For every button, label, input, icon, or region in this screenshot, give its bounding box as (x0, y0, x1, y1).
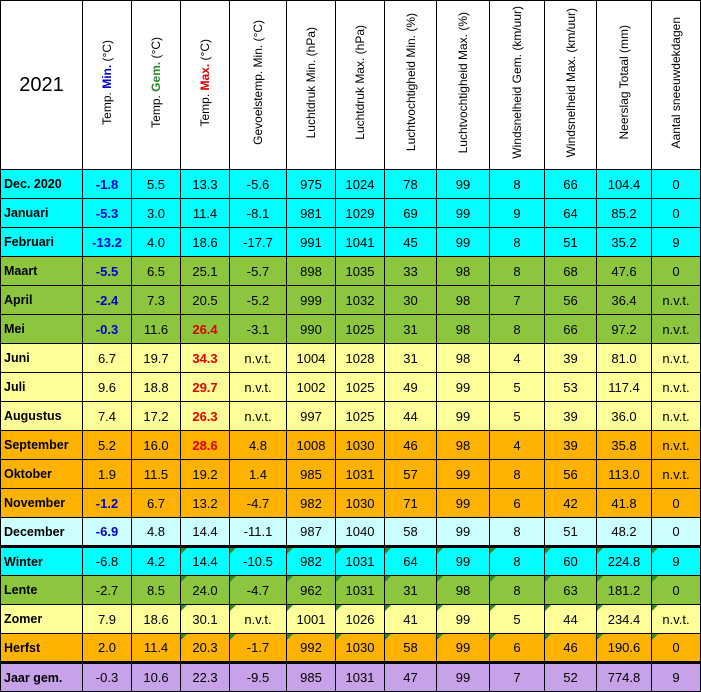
cell-gevoelstemp-min: -8.1 (230, 199, 287, 228)
cell-windsnelheid-max: 63 (545, 576, 597, 605)
cell-luchtvochtigheid-max: 99 (437, 663, 490, 692)
column-header-windsnelheid-max (545, 1, 597, 170)
cell-temp-gem: 18.6 (132, 605, 181, 634)
cell-luchtvochtigheid-min: 78 (385, 170, 437, 199)
cell-gevoelstemp-min: -10.5 (230, 547, 287, 576)
cell-luchtvochtigheid-max: 99 (437, 402, 490, 431)
cell-neerslag-totaal: 36.0 (597, 402, 652, 431)
cell-sneeuwdekdagen: 0 (652, 257, 701, 286)
cell-windsnelheid-gem: 6 (490, 489, 545, 518)
cell-luchtvochtigheid-max: 98 (437, 315, 490, 344)
header-text-highlight: Max. (198, 63, 212, 91)
row-label: Oktober (1, 460, 83, 489)
cell-windsnelheid-max: 42 (545, 489, 597, 518)
header-text-pre: Luchtdruk Min. (hPa) (304, 26, 318, 139)
cell-temp-gem: 17.2 (132, 402, 181, 431)
row-label: Zomer (1, 605, 83, 634)
table-row (1, 344, 701, 373)
cell-luchtvochtigheid-max: 98 (437, 257, 490, 286)
cell-neerslag-totaal: 104.4 (597, 170, 652, 199)
cell-windsnelheid-max: 66 (545, 170, 597, 199)
cell-luchtvochtigheid-min: 47 (385, 663, 437, 692)
cell-luchtdruk-max: 1041 (336, 228, 385, 257)
cell-sneeuwdekdagen: n.v.t. (652, 373, 701, 402)
cell-temp-max: 25.1 (181, 257, 230, 286)
cell-luchtdruk-min: 990 (287, 315, 336, 344)
cell-temp-gem: 4.2 (132, 547, 181, 576)
cell-sneeuwdekdagen: 9 (652, 547, 701, 576)
cell-luchtdruk-max: 1025 (336, 315, 385, 344)
cell-neerslag-totaal: 190.6 (597, 634, 652, 663)
row-label: November (1, 489, 83, 518)
cell-temp-min: -2.4 (83, 286, 132, 315)
cell-luchtdruk-max: 1031 (336, 576, 385, 605)
cell-luchtdruk-min: 981 (287, 199, 336, 228)
cell-windsnelheid-gem: 8 (490, 315, 545, 344)
cell-luchtdruk-min: 982 (287, 489, 336, 518)
cell-sneeuwdekdagen: n.v.t. (652, 605, 701, 634)
cell-sneeuwdekdagen: n.v.t. (652, 315, 701, 344)
table-body (1, 170, 701, 692)
cell-luchtdruk-max: 1031 (336, 460, 385, 489)
cell-temp-max: 26.3 (181, 402, 230, 431)
column-header-text (669, 17, 683, 148)
header-text-pre: Aantal sneeuwdekdagen (669, 16, 683, 149)
cell-temp-min: 1.9 (83, 460, 132, 489)
cell-luchtvochtigheid-max: 99 (437, 605, 490, 634)
cell-windsnelheid-max: 39 (545, 431, 597, 460)
cell-luchtdruk-min: 991 (287, 228, 336, 257)
cell-gevoelstemp-min: -1.7 (230, 634, 287, 663)
cell-sneeuwdekdagen: 0 (652, 576, 701, 605)
cell-windsnelheid-max: 56 (545, 286, 597, 315)
cell-luchtvochtigheid-min: 58 (385, 518, 437, 547)
cell-luchtdruk-max: 1030 (336, 634, 385, 663)
cell-temp-max: 22.3 (181, 663, 230, 692)
header-text-pre: Luchtvochtigheid Min. (%) (403, 13, 418, 152)
cell-luchtdruk-max: 1026 (336, 605, 385, 634)
year-label: 2021 (1, 1, 83, 170)
cell-sneeuwdekdagen: 0 (652, 489, 701, 518)
cell-luchtdruk-min: 992 (287, 634, 336, 663)
cell-temp-gem: 5.5 (132, 170, 181, 199)
cell-windsnelheid-gem: 8 (490, 547, 545, 576)
cell-neerslag-totaal: 81.0 (597, 344, 652, 373)
header-text-pre: Temp. (149, 91, 163, 128)
cell-luchtvochtigheid-min: 41 (385, 605, 437, 634)
cell-neerslag-totaal: 113.0 (597, 460, 652, 489)
cell-luchtvochtigheid-min: 31 (385, 576, 437, 605)
table-row (1, 518, 701, 547)
cell-temp-gem: 6.7 (132, 489, 181, 518)
cell-temp-min: -6.8 (83, 547, 132, 576)
cell-temp-min: 2.0 (83, 634, 132, 663)
cell-windsnelheid-gem: 4 (490, 431, 545, 460)
column-header-text (149, 37, 163, 128)
table-row (1, 228, 701, 257)
cell-temp-gem: 8.5 (132, 576, 181, 605)
cell-temp-gem: 11.5 (132, 460, 181, 489)
row-label: Januari (1, 199, 83, 228)
cell-sneeuwdekdagen: n.v.t. (652, 344, 701, 373)
header-text-post: (°C) (198, 38, 212, 64)
cell-temp-max: 26.4 (181, 315, 230, 344)
cell-neerslag-totaal: 47.6 (597, 257, 652, 286)
cell-luchtvochtigheid-min: 30 (385, 286, 437, 315)
cell-temp-gem: 3.0 (132, 199, 181, 228)
table-row (1, 547, 701, 576)
cell-luchtvochtigheid-min: 58 (385, 634, 437, 663)
cell-luchtvochtigheid-max: 99 (437, 460, 490, 489)
cell-luchtvochtigheid-min: 33 (385, 257, 437, 286)
cell-luchtdruk-max: 1028 (336, 344, 385, 373)
row-label: Winter (1, 547, 83, 576)
cell-luchtdruk-min: 962 (287, 576, 336, 605)
cell-sneeuwdekdagen: 0 (652, 170, 701, 199)
column-header-neerslag-totaal (597, 1, 652, 170)
cell-sneeuwdekdagen: 0 (652, 199, 701, 228)
column-header-luchtvochtigheid-max (437, 1, 490, 170)
cell-luchtdruk-min: 1004 (287, 344, 336, 373)
cell-luchtdruk-min: 1001 (287, 605, 336, 634)
cell-temp-gem: 18.8 (132, 373, 181, 402)
cell-luchtdruk-max: 1035 (336, 257, 385, 286)
table-row (1, 605, 701, 634)
cell-luchtvochtigheid-max: 99 (437, 373, 490, 402)
row-label: Juni (1, 344, 83, 373)
cell-neerslag-totaal: 36.4 (597, 286, 652, 315)
cell-luchtvochtigheid-min: 44 (385, 402, 437, 431)
cell-temp-max: 13.2 (181, 489, 230, 518)
cell-temp-gem: 11.4 (132, 634, 181, 663)
cell-luchtvochtigheid-max: 99 (437, 199, 490, 228)
header-text-pre: Gevoelstemp. Min. (°C) (251, 20, 265, 145)
cell-sneeuwdekdagen: 0 (652, 634, 701, 663)
cell-luchtdruk-min: 1002 (287, 373, 336, 402)
cell-temp-gem: 19.7 (132, 344, 181, 373)
cell-luchtdruk-max: 1025 (336, 402, 385, 431)
cell-gevoelstemp-min: -11.1 (230, 518, 287, 547)
cell-luchtdruk-min: 997 (287, 402, 336, 431)
cell-temp-max: 20.3 (181, 634, 230, 663)
cell-gevoelstemp-min: -17.7 (230, 228, 287, 257)
cell-neerslag-totaal: 224.8 (597, 547, 652, 576)
header-row (1, 1, 701, 170)
row-label: April (1, 286, 83, 315)
cell-windsnelheid-max: 52 (545, 663, 597, 692)
cell-windsnelheid-gem: 5 (490, 402, 545, 431)
header-text-pre: Temp. (100, 88, 114, 125)
cell-temp-min: -5.3 (83, 199, 132, 228)
cell-gevoelstemp-min: -4.7 (230, 489, 287, 518)
column-header-text (304, 27, 318, 138)
column-header-temp-min (83, 1, 132, 170)
cell-windsnelheid-gem: 8 (490, 460, 545, 489)
cell-temp-gem: 7.3 (132, 286, 181, 315)
cell-neerslag-totaal: 35.8 (597, 431, 652, 460)
cell-temp-gem: 16.0 (132, 431, 181, 460)
cell-temp-max: 30.1 (181, 605, 230, 634)
table-row (1, 199, 701, 228)
header-text-post: (°C) (100, 40, 114, 65)
column-header-text (564, 8, 578, 157)
cell-luchtvochtigheid-max: 99 (437, 170, 490, 199)
cell-windsnelheid-max: 39 (545, 344, 597, 373)
cell-sneeuwdekdagen: 9 (652, 228, 701, 257)
cell-luchtdruk-max: 1031 (336, 663, 385, 692)
cell-neerslag-totaal: 97.2 (597, 315, 652, 344)
cell-luchtdruk-min: 987 (287, 518, 336, 547)
table-row (1, 576, 701, 605)
column-header-sneeuwdekdagen (652, 1, 701, 170)
cell-temp-gem: 4.0 (132, 228, 181, 257)
cell-temp-max: 14.4 (181, 518, 230, 547)
cell-windsnelheid-max: 39 (545, 402, 597, 431)
cell-luchtdruk-max: 1032 (336, 286, 385, 315)
cell-luchtvochtigheid-max: 98 (437, 431, 490, 460)
cell-windsnelheid-max: 66 (545, 315, 597, 344)
row-label: Maart (1, 257, 83, 286)
cell-temp-min: -5.5 (83, 257, 132, 286)
cell-windsnelheid-gem: 8 (490, 170, 545, 199)
cell-luchtvochtigheid-min: 49 (385, 373, 437, 402)
cell-luchtdruk-min: 975 (287, 170, 336, 199)
cell-temp-max: 19.2 (181, 460, 230, 489)
row-label: Februari (1, 228, 83, 257)
cell-luchtdruk-max: 1040 (336, 518, 385, 547)
cell-luchtvochtigheid-min: 31 (385, 344, 437, 373)
column-header-gevoelstemp-min (230, 1, 287, 170)
cell-luchtdruk-min: 1008 (287, 431, 336, 460)
cell-gevoelstemp-min: -5.2 (230, 286, 287, 315)
cell-windsnelheid-gem: 4 (490, 344, 545, 373)
cell-gevoelstemp-min: -9.5 (230, 663, 287, 692)
cell-luchtvochtigheid-min: 57 (385, 460, 437, 489)
column-header-text (617, 25, 631, 139)
cell-neerslag-totaal: 181.2 (597, 576, 652, 605)
cell-sneeuwdekdagen: n.v.t. (652, 460, 701, 489)
cell-luchtvochtigheid-min: 45 (385, 228, 437, 257)
table-row (1, 315, 701, 344)
cell-temp-max: 34.3 (181, 344, 230, 373)
cell-gevoelstemp-min: 1.4 (230, 460, 287, 489)
cell-temp-gem: 4.8 (132, 518, 181, 547)
cell-temp-min: 7.4 (83, 402, 132, 431)
cell-luchtdruk-max: 1024 (336, 170, 385, 199)
column-header-temp-max (181, 1, 230, 170)
cell-temp-min: -0.3 (83, 315, 132, 344)
row-label: December (1, 518, 83, 547)
column-header-text (510, 6, 524, 159)
cell-temp-min: -13.2 (83, 228, 132, 257)
header-text-pre: Temp. (198, 90, 212, 127)
cell-temp-min: -0.3 (83, 663, 132, 692)
column-header-luchtdruk-max (336, 1, 385, 170)
cell-gevoelstemp-min: n.v.t. (230, 344, 287, 373)
cell-temp-max: 29.7 (181, 373, 230, 402)
cell-gevoelstemp-min: -4.7 (230, 576, 287, 605)
header-text-highlight: Min. (100, 64, 114, 89)
column-header-luchtdruk-min (287, 1, 336, 170)
column-header-text (198, 39, 212, 127)
header-text-pre: Neerslag Totaal (mm) (617, 25, 631, 140)
cell-temp-max: 28.6 (181, 431, 230, 460)
cell-luchtdruk-max: 1030 (336, 489, 385, 518)
cell-temp-max: 24.0 (181, 576, 230, 605)
cell-temp-max: 11.4 (181, 199, 230, 228)
cell-windsnelheid-gem: 8 (490, 576, 545, 605)
column-header-text (353, 25, 367, 140)
cell-sneeuwdekdagen: 9 (652, 663, 701, 692)
cell-windsnelheid-gem: 8 (490, 518, 545, 547)
cell-windsnelheid-max: 56 (545, 460, 597, 489)
cell-gevoelstemp-min: n.v.t. (230, 605, 287, 634)
cell-luchtdruk-min: 985 (287, 663, 336, 692)
cell-luchtdruk-min: 898 (287, 257, 336, 286)
cell-windsnelheid-max: 53 (545, 373, 597, 402)
row-label: Jaar gem. (1, 663, 83, 692)
cell-temp-min: -1.2 (83, 489, 132, 518)
table-row (1, 373, 701, 402)
cell-luchtdruk-min: 982 (287, 547, 336, 576)
cell-luchtvochtigheid-max: 98 (437, 286, 490, 315)
column-header-text (251, 20, 265, 145)
cell-sneeuwdekdagen: n.v.t. (652, 402, 701, 431)
cell-temp-max: 14.4 (181, 547, 230, 576)
cell-luchtvochtigheid-max: 99 (437, 518, 490, 547)
cell-luchtvochtigheid-min: 69 (385, 199, 437, 228)
cell-temp-min: -1.8 (83, 170, 132, 199)
cell-windsnelheid-gem: 9 (490, 199, 545, 228)
cell-luchtvochtigheid-min: 71 (385, 489, 437, 518)
cell-luchtvochtigheid-max: 98 (437, 344, 490, 373)
row-label: Juli (1, 373, 83, 402)
cell-sneeuwdekdagen: n.v.t. (652, 286, 701, 315)
cell-luchtvochtigheid-max: 99 (437, 489, 490, 518)
row-label: Dec. 2020 (1, 170, 83, 199)
cell-neerslag-totaal: 35.2 (597, 228, 652, 257)
cell-windsnelheid-gem: 7 (490, 286, 545, 315)
cell-windsnelheid-gem: 8 (490, 257, 545, 286)
cell-gevoelstemp-min: n.v.t. (230, 402, 287, 431)
column-header-text (100, 40, 114, 125)
header-text-pre: Luchtvochtigheid Max. (%) (456, 11, 470, 154)
cell-gevoelstemp-min: 4.8 (230, 431, 287, 460)
cell-gevoelstemp-min: -3.1 (230, 315, 287, 344)
cell-luchtvochtigheid-max: 99 (437, 634, 490, 663)
cell-neerslag-totaal: 41.8 (597, 489, 652, 518)
cell-luchtvochtigheid-max: 99 (437, 228, 490, 257)
cell-neerslag-totaal: 85.2 (597, 199, 652, 228)
table-row (1, 286, 701, 315)
cell-temp-min: -2.7 (83, 576, 132, 605)
header-text-post: (°C) (149, 37, 163, 62)
cell-luchtdruk-max: 1025 (336, 373, 385, 402)
cell-luchtvochtigheid-min: 31 (385, 315, 437, 344)
cell-temp-max: 20.5 (181, 286, 230, 315)
cell-luchtdruk-max: 1029 (336, 199, 385, 228)
cell-temp-max: 13.3 (181, 170, 230, 199)
cell-windsnelheid-max: 60 (545, 547, 597, 576)
cell-windsnelheid-max: 64 (545, 199, 597, 228)
cell-temp-gem: 6.5 (132, 257, 181, 286)
cell-windsnelheid-max: 68 (545, 257, 597, 286)
cell-windsnelheid-gem: 5 (490, 373, 545, 402)
cell-windsnelheid-gem: 6 (490, 634, 545, 663)
cell-temp-min: 5.2 (83, 431, 132, 460)
cell-temp-gem: 10.6 (132, 663, 181, 692)
row-label: Mei (1, 315, 83, 344)
cell-luchtvochtigheid-min: 64 (385, 547, 437, 576)
row-label: Herfst (1, 634, 83, 663)
row-label: Lente (1, 576, 83, 605)
cell-luchtdruk-max: 1031 (336, 547, 385, 576)
row-label: September (1, 431, 83, 460)
cell-windsnelheid-max: 51 (545, 228, 597, 257)
column-header-temp-gem (132, 1, 181, 170)
cell-neerslag-totaal: 117.4 (597, 373, 652, 402)
table-row (1, 257, 701, 286)
header-text-pre: Windsnelheid Gem. (km/uur) (510, 6, 524, 159)
cell-luchtdruk-min: 985 (287, 460, 336, 489)
column-header-text (404, 13, 418, 151)
cell-temp-min: 9.6 (83, 373, 132, 402)
cell-temp-gem: 11.6 (132, 315, 181, 344)
cell-gevoelstemp-min: -5.7 (230, 257, 287, 286)
table-row (1, 431, 701, 460)
table-row (1, 634, 701, 663)
table-row (1, 663, 701, 692)
cell-windsnelheid-max: 51 (545, 518, 597, 547)
column-header-windsnelheid-gem (490, 1, 545, 170)
cell-luchtvochtigheid-min: 46 (385, 431, 437, 460)
cell-neerslag-totaal: 234.4 (597, 605, 652, 634)
cell-temp-min: 6.7 (83, 344, 132, 373)
cell-luchtdruk-max: 1030 (336, 431, 385, 460)
cell-windsnelheid-max: 46 (545, 634, 597, 663)
cell-luchtvochtigheid-max: 99 (437, 547, 490, 576)
header-text-pre: Windsnelheid Max. (km/uur) (563, 7, 578, 158)
cell-temp-min: 7.9 (83, 605, 132, 634)
table-row (1, 489, 701, 518)
cell-sneeuwdekdagen: n.v.t. (652, 431, 701, 460)
cell-gevoelstemp-min: n.v.t. (230, 373, 287, 402)
cell-windsnelheid-max: 44 (545, 605, 597, 634)
cell-luchtvochtigheid-max: 98 (437, 576, 490, 605)
cell-gevoelstemp-min: -5.6 (230, 170, 287, 199)
cell-neerslag-totaal: 774.8 (597, 663, 652, 692)
table-row (1, 170, 701, 199)
column-header-text (456, 12, 470, 153)
cell-neerslag-totaal: 48.2 (597, 518, 652, 547)
table-row (1, 402, 701, 431)
cell-temp-max: 18.6 (181, 228, 230, 257)
cell-windsnelheid-gem: 5 (490, 605, 545, 634)
header-text-pre: Luchtdruk Max. (hPa) (353, 25, 367, 140)
cell-luchtdruk-min: 999 (287, 286, 336, 315)
table-row (1, 460, 701, 489)
cell-windsnelheid-gem: 8 (490, 228, 545, 257)
cell-windsnelheid-gem: 7 (490, 663, 545, 692)
cell-sneeuwdekdagen: 0 (652, 518, 701, 547)
column-header-luchtvochtigheid-min (385, 1, 437, 170)
header-text-highlight: Gem. (149, 61, 163, 92)
row-label: Augustus (1, 402, 83, 431)
cell-temp-min: -6.9 (83, 518, 132, 547)
